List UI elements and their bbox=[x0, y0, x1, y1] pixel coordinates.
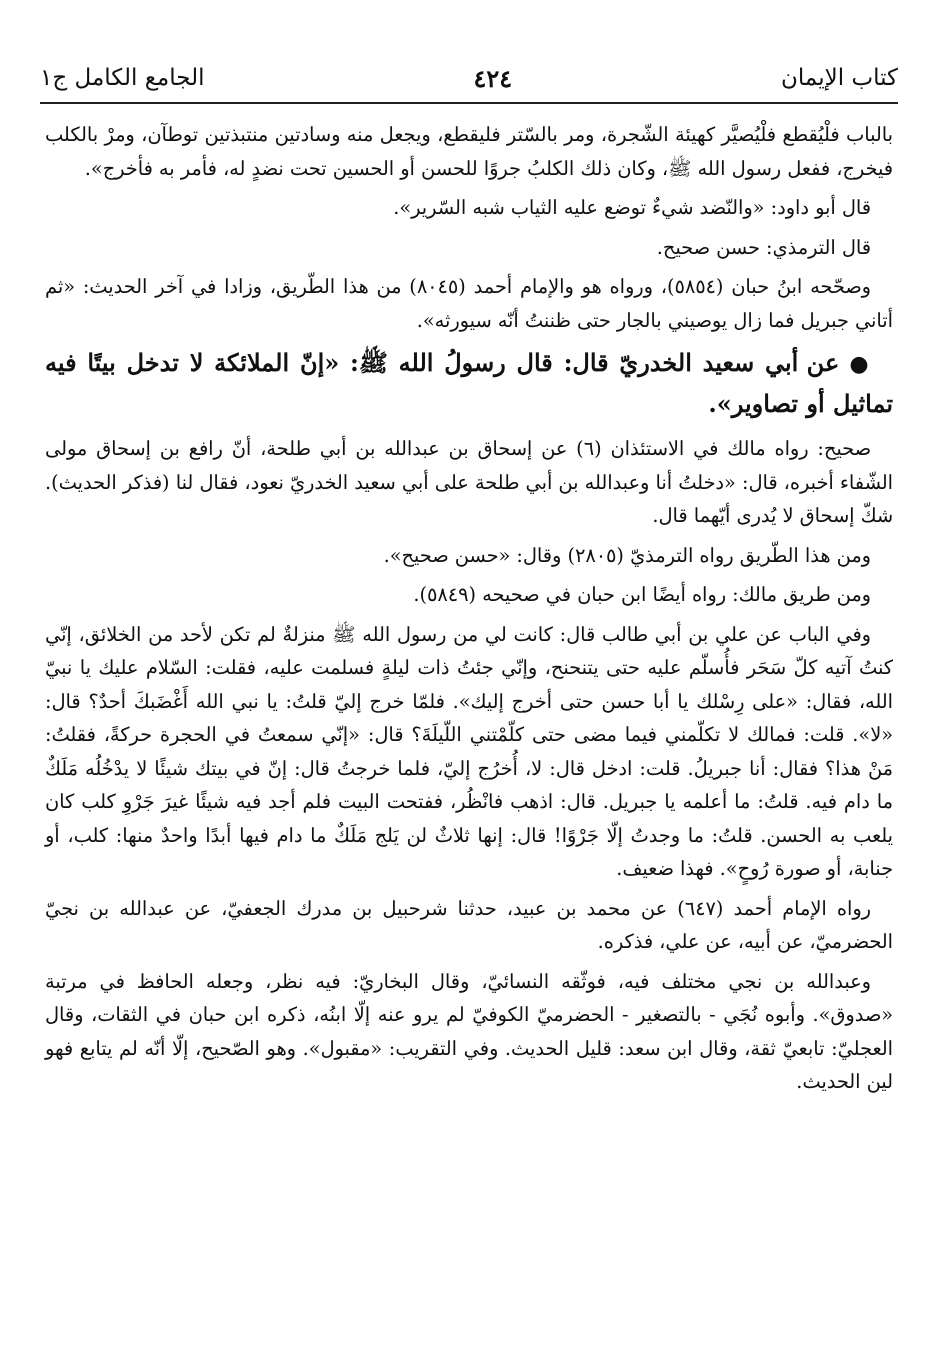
paragraph: وعبدالله بن نجي مختلف فيه، فوثّقه النسائيّ، وقال البخاريّ: فيه نظر، وجعله الحافظ في مرتبة «صدوق». وأبوه نُجَي - بالتصغير - الحضرميّ الكوفيّ لم يرو عنه إلّا ابنُه، ذكره ابن حبان في الثقات، وقال العجليّ: تابعيّ ثقة، وقال ابن سعد: قليل الحديث. وفي التقريب: «مقبول». وهو الصّحيح، إلّا أنّه لم يتابع فهو لين الحديث. bbox=[45, 969, 893, 1093]
paragraph: ومن طريق مالك: رواه أيضًا ابن حبان في صحيحه (٥٨٤٩). bbox=[413, 583, 871, 606]
paragraph: قال أبو داود: «والنّضد شيءٌ توضع عليه الثياب شبه السّرير». bbox=[393, 196, 871, 219]
paragraph: بالباب فلْيُقطع فلْيُصيَّر كهيئة الشّجرة، ومر بالسّتر فليقطع، ويجعل منه وسادتين منتبذتين توطآن، ومرْ بالكلب فيخرج، ففعل رسول الله ﷺ، وكان ذلك الكلبُ جروًا للحسن أو الحسين تحت نضدٍ له، فأمر به فأخرج». bbox=[45, 123, 893, 180]
bullet-icon: ● bbox=[839, 351, 871, 377]
page-body bbox=[45, 118, 893, 1105]
hadith-body: عن أبي سعيد الخدريّ قال: قال رسولُ الله ﷺ: «إنّ الملائكة لا تدخل بيتًا فيه تماثيل أو تصاوير». bbox=[45, 348, 893, 418]
paragraph: قال الترمذي: حسن صحيح. bbox=[656, 235, 871, 259]
page-number: ٤٢٤ bbox=[473, 63, 513, 93]
paragraph: ومن هذا الطّريق رواه الترمذيّ (٢٨٠٥) وقال: «حسن صحيح». bbox=[383, 543, 871, 567]
hadith-text bbox=[45, 343, 893, 424]
book-title: الجامع الكامل ج١ bbox=[40, 65, 205, 91]
paragraph: وفي الباب عن علي بن أبي طالب قال: كانت لي من رسول الله ﷺ منزلةٌ لم تكن لأحد من الخلائق، إنّي كنتُ آتيه كلّ سَحَر فأُسلّم عليه حتى يتنحنح، وإنّي جئتُ ذات ليلةٍ فسلمت عليه، فقلت: السّلام عليك يا نبيّ الله، فقال: «على رِسْلك يا أبا حسن حتى أخرج إليك». فلمّا خرج إليّ قلتُ: يا نبي الله أَغْضَبكَ أحدٌ؟ قال: «لا». قلت: فمالك لا تكلّمني فيما مضى حتى كلّمْتني اللّيلَةَ؟ قال: «إنّي سمعتُ في الحجرة حركةً، فقلتُ: مَنْ هذا؟ فقال: أنا جبريلُ. قلت: ادخل قال: لا، أُخرُج إليّ، فلما خرجتُ قال: إنّ في بيتك شيئًا لا يدْخُلُه مَلَكٌ ما دام فيه. قلتُ: ما أعلمه يا جبريل. قال: اذهب فانْظُر، ففتحت البيت فلم أجد فيه شيئًا غيرَ جَرْوِ كلب كان يلعب به الحسن. قلتُ: ما وجدتُ إلّا جَرْوًا! قال: إنها ثلاثٌ لن يَلج مَلَكٌ ما دام فيها أبدًا واحدٌ منها: كلب، أو جنابة، أو صورة رُوحٍ». فهذا ضعيف. bbox=[45, 622, 893, 880]
chapter-title: كتاب الإيمان bbox=[781, 65, 898, 91]
page-header bbox=[40, 58, 898, 98]
header-rule bbox=[40, 102, 898, 104]
paragraph: رواه الإمام أحمد (٦٤٧) عن محمد بن عبيد، حدثنا شرحبيل بن مدرك الجعفيّ، عن عبدالله بن نجيّ الحضرميّ، عن أبيه، عن علي، فذكره. bbox=[45, 896, 893, 953]
paragraph: صحيح: رواه مالك في الاستئذان (٦) عن إسحاق بن عبدالله بن أبي طلحة، أنّ رافع بن إسحاق مولى الشّفاء أخبره، قال: «دخلتُ أنا وعبدالله بن أبي طلحة على أبي سعيد الخدريّ نعود، فقال لنا (فذكر الحديث). شكّ إسحاق لا يُدرى أيّهما قال. bbox=[45, 437, 893, 527]
paragraph: وصحّحه ابنُ حبان (٥٨٥٤)، ورواه هو والإمام أحمد (٨٠٤٥) من هذا الطّريق، وزادا في آخر الحديث: «ثم أتاني جبريل فما زال يوصيني بالجار حتى ظننتُ أنّه سيورثه». bbox=[45, 275, 893, 332]
